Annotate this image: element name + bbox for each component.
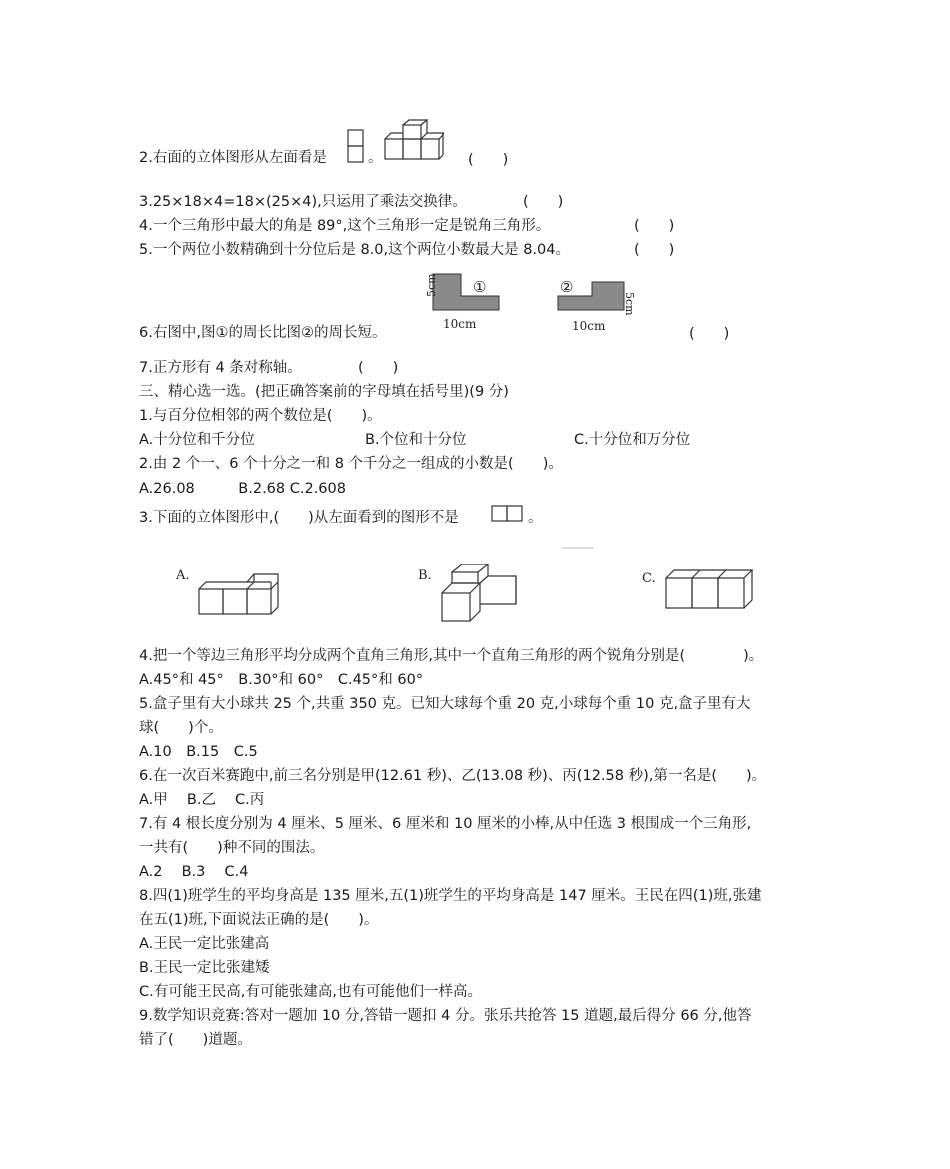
shape2-width-label: 10cm (572, 319, 606, 333)
choice-q1-option-b: B.个位和十分位 (365, 432, 467, 448)
choice-q8-option-a: A.王民一定比张建高 (139, 936, 270, 952)
judge-q6-text: 6.右图中,图①的周长比图②的周长短。 (139, 325, 387, 341)
judge-q7-text: 7.正方形有 4 条对称轴。 (139, 360, 302, 376)
choice-q7-text-line2: 一共有( )种不同的围法。 (139, 840, 325, 856)
option-c-cubes-figure (530, 544, 760, 614)
judge-q2-tail: 。 (368, 150, 383, 166)
choice-q9-text-line2: 错了( )道题。 (139, 1032, 252, 1048)
judge-q4-answer-paren[interactable]: ( ) (634, 218, 675, 234)
judge-q3-text: 3.25×18×4=18×(25×4),只运用了乘法交换律。 (139, 194, 467, 210)
shape1-number-label: ① (473, 278, 487, 296)
choice-q2-text: 2.由 2 个一、6 个十分之一和 8 个千分之一组成的小数是( )。 (139, 456, 563, 472)
svg-text:A.: A. (176, 568, 190, 583)
choice-q9-text-line1: 9.数学知识竞赛:答对一题加 10 分,答错一题扣 4 分。张乐共抢答 15 道题,最后得分 66 分,他答 (139, 1008, 752, 1024)
choice-q3-text: 3.下面的立体图形中,( )从左面看到的图形不是 (139, 510, 459, 526)
left-view-two-squares-figure (491, 505, 525, 523)
shape2-height-label: 5cm (623, 292, 636, 316)
choice-q1-option-c: C.十分位和万分位 (574, 432, 691, 448)
judge-q3-answer-paren[interactable]: ( ) (523, 194, 564, 210)
choice-q8-option-b: B.王民一定比张建矮 (139, 960, 270, 976)
choice-q7-options: A.2 B.3 C.4 (139, 864, 249, 880)
left-view-stacked-squares-figure (347, 129, 365, 167)
judge-q2-answer-paren[interactable]: ( ) (468, 152, 509, 168)
judge-q4-text: 4.一个三角形中最大的角是 89°,这个三角形一定是锐角三角形。 (139, 218, 551, 234)
choice-q5-text-line1: 5.盒子里有大小球共 25 个,共重 350 克。已知大球每个重 20 克,小球每个重 10 克,盒子里有大 (139, 696, 751, 712)
shape2-number-label: ② (560, 278, 574, 296)
judge-q6-answer-paren[interactable]: ( ) (689, 326, 730, 342)
option-b-cubes-figure (418, 564, 528, 624)
choice-q8-text-line2: 在五(1)班,下面说法正确的是( )。 (139, 912, 379, 928)
choice-q5-text-line2: 球( )个。 (139, 720, 223, 736)
choice-q3-tail: 。 (528, 510, 543, 526)
option-a-cubes-figure (176, 564, 301, 619)
shape1-width-label: 10cm (443, 317, 477, 331)
choice-q6-options: A.甲 B.乙 C.丙 (139, 792, 265, 808)
choice-q4-options: A.45°和 45° B.30°和 60° C.45°和 60° (139, 672, 424, 688)
choice-q1-option-a: A.十分位和千分位 (139, 432, 255, 448)
svg-text:B.: B. (418, 568, 432, 583)
choice-q1-text: 1.与百分位相邻的两个数位是( )。 (139, 408, 382, 424)
perimeter-shape-2-figure (552, 270, 647, 336)
choice-q8-option-c: C.有可能王民高,有可能张建高,也有可能他们一样高。 (139, 984, 482, 1000)
choice-q2-options: A.26.08 B.2.68 C.2.608 (139, 481, 346, 497)
choice-q8-text-line1: 8.四(1)班学生的平均身高是 135 厘米,五(1)班学生的平均身高是 147 厘米。王民在四(1)班,张建 (139, 888, 762, 904)
shape1-height-label: 5cm (425, 273, 438, 297)
choice-q6-text: 6.在一次百米赛跑中,前三名分别是甲(12.61 秒)、乙(13.08 秒)、丙(12.58 秒),第一名是( )。 (139, 768, 767, 784)
section3-heading: 三、精心选一选。(把正确答案前的字母填在括号里)(9 分) (139, 384, 509, 400)
cube-solid-figure (382, 119, 444, 163)
judge-q5-text: 5.一个两位小数精确到十分位后是 8.0,这个两位小数最大是 8.04。 (139, 242, 571, 258)
perimeter-shape-1-figure (415, 270, 510, 336)
judge-q5-answer-paren[interactable]: ( ) (634, 242, 675, 258)
svg-text:C.: C. (642, 571, 656, 586)
choice-q7-text-line1: 7.有 4 根长度分别为 4 厘米、5 厘米、6 厘米和 10 厘米的小棒,从中任选 3 根围成一个三角形, (139, 816, 752, 832)
choice-q5-options: A.10 B.15 C.5 (139, 744, 258, 760)
choice-q4-text: 4.把一个等边三角形平均分成两个直角三角形,其中一个直角三角形的两个锐角分别是( )。 (139, 648, 764, 664)
judge-q7-answer-paren[interactable]: ( ) (358, 360, 399, 376)
judge-q2-text: 2.右面的立体图形从左面看是 (139, 150, 327, 166)
